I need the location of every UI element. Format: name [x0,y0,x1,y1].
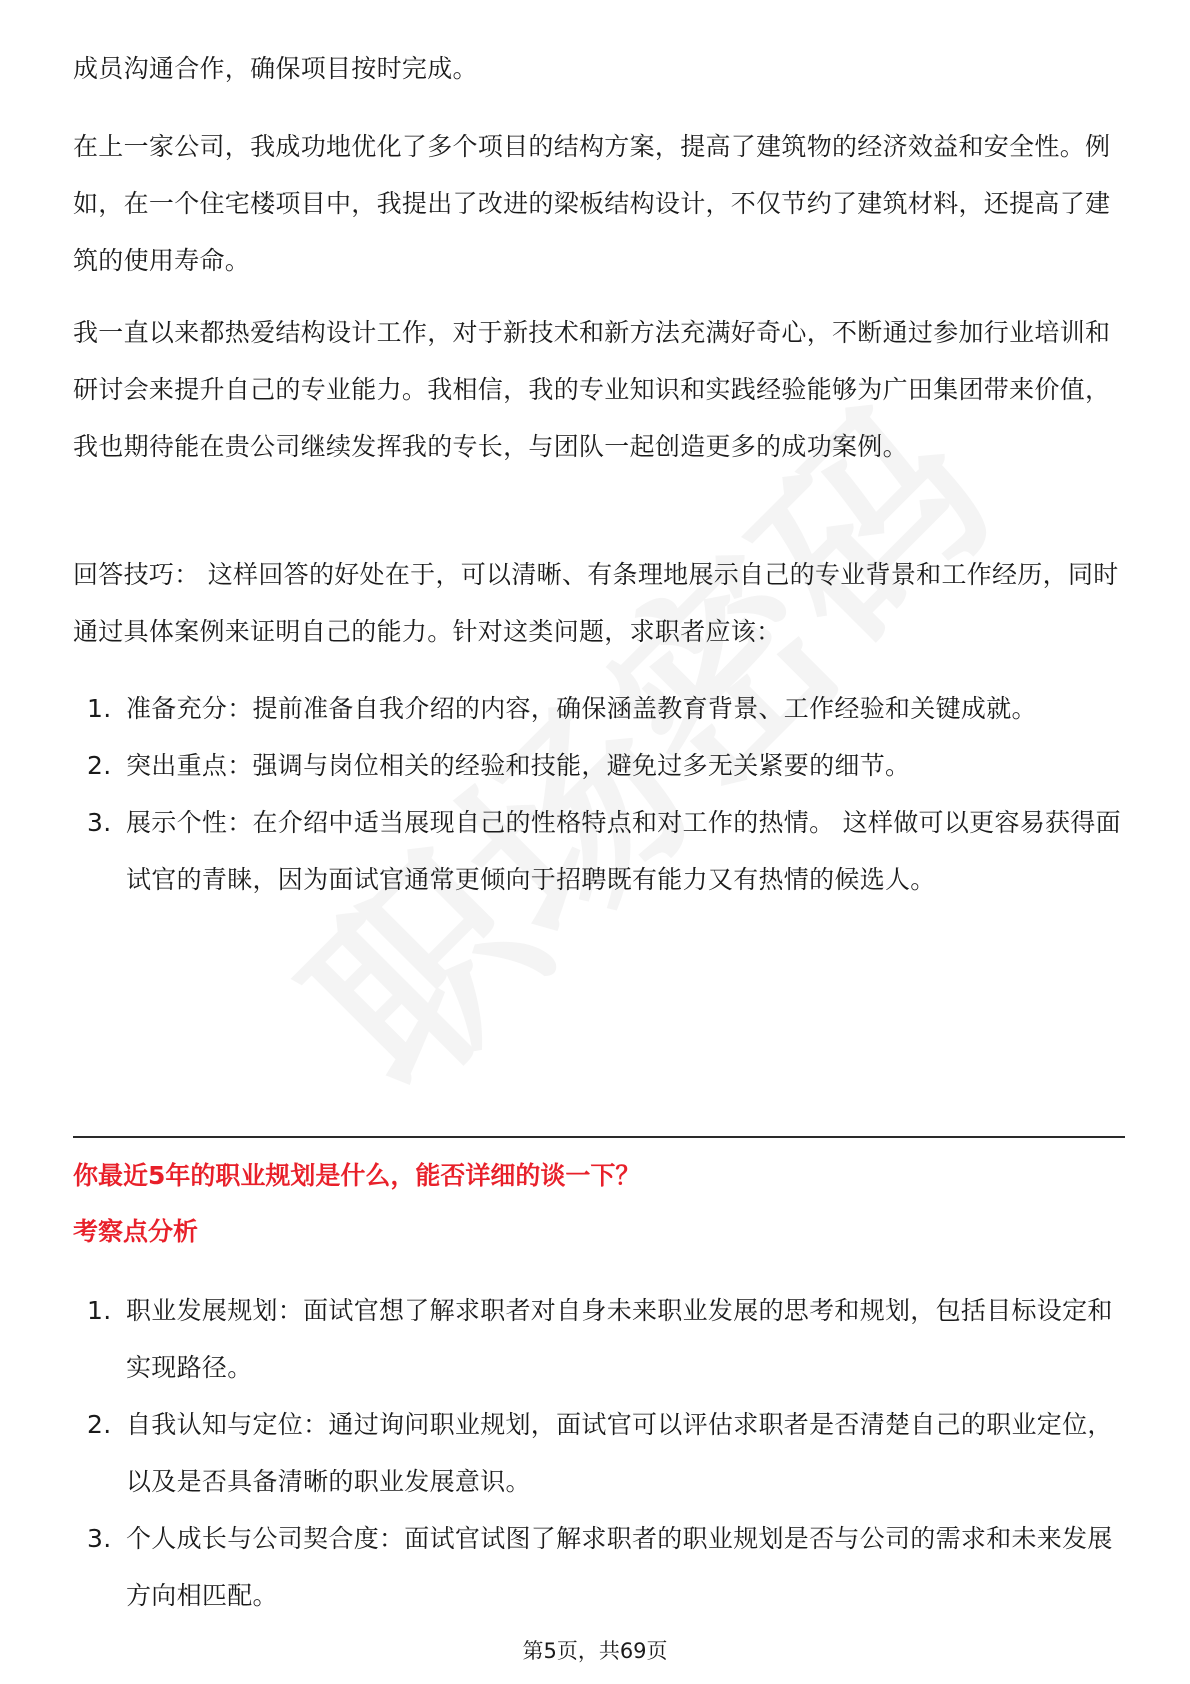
list-item [73,1282,1123,1396]
list-text: 自我认知与定位：通过询问职业规划，面试官可以评估求职者是否清楚自己的职业定位，以及是否具备清晰的职业发展意识。 [126,1410,1113,1496]
analysis-points-list [73,1282,1123,1624]
list-text: 个人成长与公司契合度：面试官试图了解求职者的职业规划是否与公司的需求和未来发展方向相匹配。 [126,1524,1113,1610]
list-text: 展示个性：在介绍中适当展现自己的性格特点和对工作的热情。 这样做可以更容易获得面试官的青睐，因为面试官通常更倾向于招聘既有能力又有热情的候选人。 [126,808,1121,894]
paragraph-answer-tips: 回答技巧： 这样回答的好处在于，可以清晰、有条理地展示自己的专业背景和工作经历，同时通过具体案例来证明自己的能力。针对这类问题，求职者应该： [73,560,1119,646]
list-text: 突出重点：强调与岗位相关的经验和技能，避免过多无关紧要的细节。 [126,751,911,780]
list-number: 3. [87,1524,112,1553]
list-number: 2. [87,751,112,780]
paragraph-continuation: 成员沟通合作，确保项目按时完成。 [73,54,478,83]
tips-list [73,680,1123,908]
list-item [73,794,1123,908]
list-item [73,680,1123,737]
paragraph-passion: 我一直以来都热爱结构设计工作，对于新技术和新方法充满好奇心，不断通过参加行业培训和研讨会来提升自己的专业能力。我相信，我的专业知识和实践经验能够为广田集团带来价值，我也期待能在贵公司继续发挥我的专长，与团队一起创造更多的成功案例。 [73,318,1111,461]
paragraph-experience: 在上一家公司，我成功地优化了多个项目的结构方案，提高了建筑物的经济效益和安全性。例如，在一个住宅楼项目中，我提出了改进的梁板结构设计，不仅节约了建筑材料，还提高了建筑的使用寿命。 [73,132,1111,275]
list-item [73,1396,1123,1510]
list-item [73,737,1123,794]
list-number: 2. [87,1410,112,1439]
question-title: 你最近5年的职业规划是什么，能否详细的谈一下？ [73,1161,641,1190]
list-text: 准备充分：提前准备自我介绍的内容，确保涵盖教育背景、工作经验和关键成就。 [126,694,1037,723]
list-text: 职业发展规划：面试官想了解求职者对自身未来职业发展的思考和规划，包括目标设定和实现路径。 [126,1296,1113,1382]
section-divider [73,1136,1125,1138]
page-number-footer: 第5页，共69页 [522,1639,668,1663]
list-number: 1. [87,694,112,723]
list-item [73,1510,1123,1624]
analysis-heading: 考察点分析 [73,1217,199,1246]
list-number: 3. [87,808,112,837]
list-number: 1. [87,1296,112,1325]
